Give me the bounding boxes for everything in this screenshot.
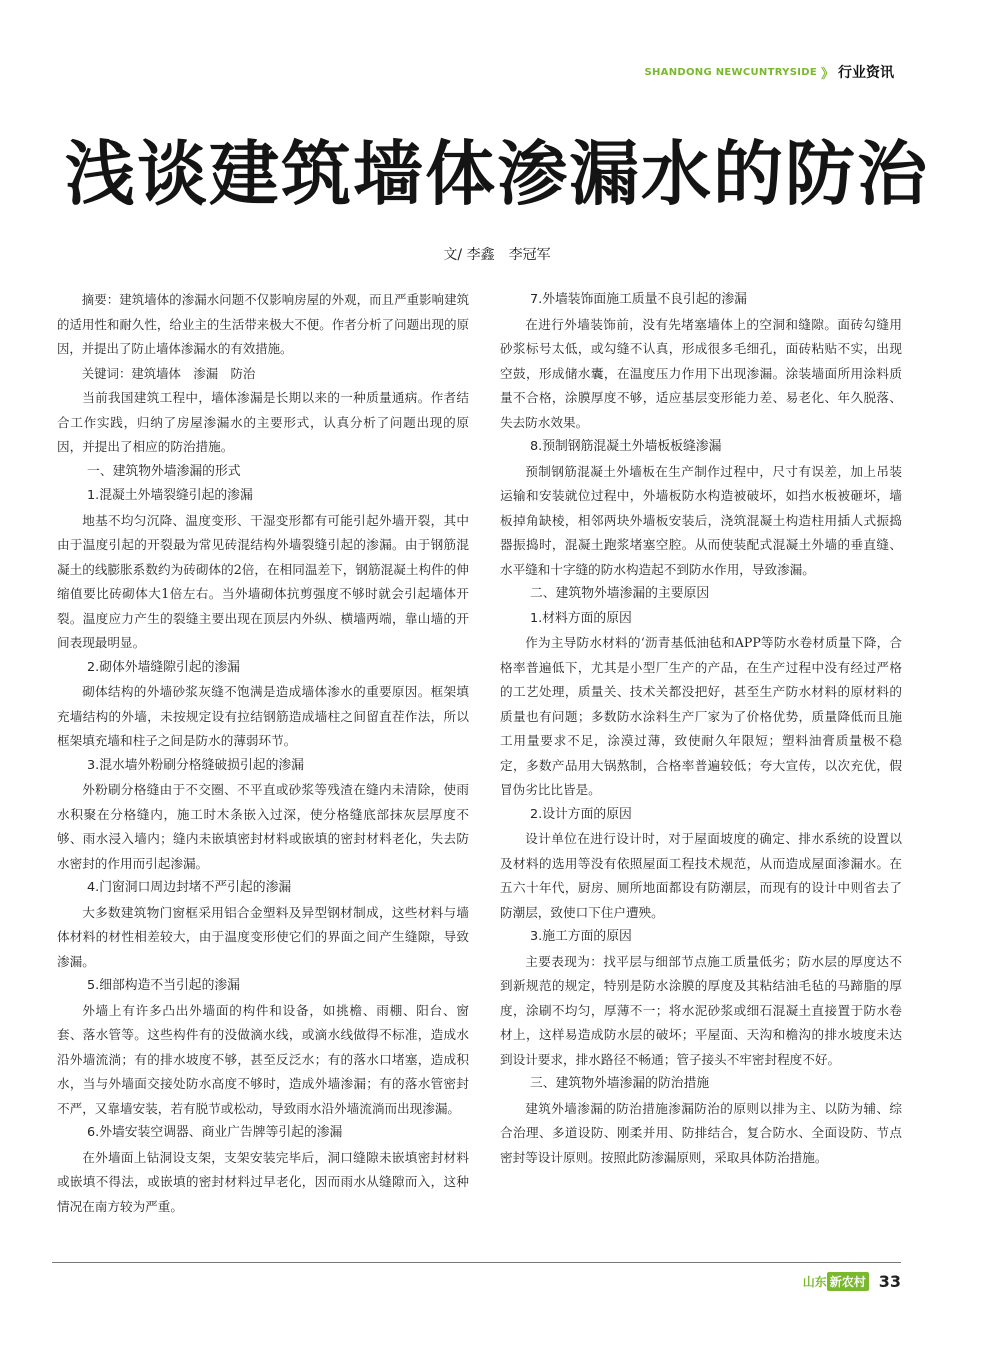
subsection-heading: 6.外墙安装空调器、商业广告牌等引起的渗漏 (87, 1125, 343, 1140)
page-number: 33 (878, 1272, 901, 1291)
section-heading: 三、建筑物外墙渗漏的防治措施 (530, 1076, 710, 1091)
subsection-heading: 4.门窗洞口周边封堵不严引起的渗漏 (87, 880, 292, 895)
section-heading: 一、建筑物外墙渗漏的形式 (87, 463, 241, 479)
author-1: 文/ 李鑫 (443, 247, 495, 263)
body-paragraph: 作为主导防水材料的‘沥青基低油毡和APP等防水卷材质量下降，合格率普遍低下，尤其是小型厂生产的产品，在生产过程中没有经过严格的工艺处理，质量关、技术关都没把好，甚至生产防水材料的原材料的质量也有问题；多数防水涂料生产厂家为了价格优势，质量降低而且施工用量要求不足，涂漠过薄，致使耐久年限短；塑料油膏质量极不稳定，多数产品用大锅熬制，合格率普遍较低；夸大宣传，以次充优，假冒伪劣比比皆是。 (500, 635, 902, 797)
author-2: 李冠军 (508, 247, 551, 263)
subsection-heading: 5.细部构造不当引起的渗漏 (87, 978, 240, 993)
subsection-heading: 2.砌体外墙缝隙引起的渗漏 (87, 659, 240, 675)
subsection-heading: 8.预制钢筋混凝土外墙板板缝渗漏 (530, 439, 722, 454)
section-name: 行业资讯 (838, 65, 894, 81)
article-title: 浅谈建筑墙体渗漏水的防治 (65, 133, 929, 215)
section-header (645, 62, 895, 82)
body-paragraph: 主要表现为：找平层与细部节点施工质量低劣；防水层的厚度达不到新规范的规定，特别是防水涂膜的厚度及其粘结油毛毡的马蹄脂的厚度，涂刷不均匀，厚薄不一；将水泥砂浆或细石混凝土直接置于防水卷材上，这样易造成防水层的破坏；平屋面、天沟和檐沟的排水坡度未达到设计要求，排水路径不畅通；管子接头不牢密封程度不好。 (500, 953, 902, 1067)
body-paragraph: 地基不均匀沉降、温度变形、干湿变形都有可能引起外墙开裂，其中由于温度引起的开裂最为常见砖混结构外墙裂缝引起的渗漏。由于钢筋混凝土的线膨胀系数约为砖砌体的2倍，在相同温差下，钢筋混凝土构件的伸缩值要比砖砌体大1倍左右。当外墙砌体抗剪强度不够时就会引起墙体开裂。温度应力产生的裂缝主要出现在顶层内外纵、横墙两端，靠山墙的开间表现最明显。 (57, 512, 469, 650)
left-column (57, 288, 469, 1219)
body-paragraph: 关键词：建筑墙体 渗漏 防治 (81, 365, 256, 381)
section-heading: 二、建筑物外墙渗漏的主要原因 (530, 586, 710, 601)
magazine-logo (803, 1272, 869, 1291)
body-paragraph: 建筑外墙渗漏的防治措施渗漏防治的原则以排为主、以防为辅、综合治理、多道设防、刚柔并用、防排结合，复合防水、全面设防、节点密封等设计原则。按照此防渗漏原则，采取具体防治措施。 (500, 1100, 902, 1165)
byline (0, 244, 994, 264)
subsection-heading: 1.材料方面的原因 (530, 610, 632, 626)
body-paragraph: 外墙上有许多凸出外墙面的构件和设备，如挑檐、雨棚、阳台、窗套、落水管等。这些构件有的没做滴水线，或滴水线做得不标准，造成水沿外墙流淌；有的排水坡度不够，甚至反泛水；有的落水口堵塞，造成积水，当与外墙面交接处防水高度不够时，造成外墙渗漏；有的落水管密封不严，又靠墙安装，若有脱节或松动，导致雨水沿外墙流淌而出现渗漏。 (57, 1002, 469, 1116)
body-paragraph: 在进行外墙装饰前，没有先堵塞墙体上的空洞和缝隙。面砖勾缝用砂浆标号太低，或勾缝不认真，形成很多毛细孔，面砖粘贴不实，出现空鼓，形成储水囊，在温度压力作用下出现渗漏。涂装墙面所用涂料质量不合格，涂膜厚度不够，适应基层变形能力差、易老化、年久脱落、失去防水效果。 (500, 316, 902, 430)
body-paragraph: 外粉刷分格缝由于不交圈、不平直或砂浆等残渣在缝内未清除，使雨水积聚在分格缝内，施工时木条嵌入过深，使分格缝底部抹灰层厚度不够、雨水浸入墙内；缝内未嵌填密封材料或嵌填的密封材料老化，失去防水密封的作用而引起渗漏。 (57, 782, 469, 871)
double-chevron-icon: 》 (820, 66, 834, 82)
subsection-heading: 1.混凝土外墙裂缝引起的渗漏 (87, 488, 253, 503)
body-paragraph: 设计单位在进行设计时，对于屋面坡度的确定、排水系统的设置以及材料的选用等没有依照屋面工程技术规范，从而造成屋面渗漏水。在五六十年代，厨房、厕所地面都设有防潮层，而现有的设计中则省去了防潮层，致使口下住户遭殃。 (500, 831, 902, 920)
subsection-heading: 7.外墙装饰面施工质量不良引起的渗漏 (530, 292, 747, 307)
subsection-heading: 3.施工方面的原因 (530, 929, 632, 944)
body-paragraph: 在外墙面上钻洞设支架，支架安装完毕后，洞口缝隙未嵌填密封材料或嵌填不得法，或嵌填的密封材料过早老化，因而雨水从缝隙而入，这种情况在南方较为严重。 (57, 1149, 469, 1214)
page-footer (803, 1272, 901, 1291)
footer-divider (52, 1262, 901, 1263)
logo-text-part1: 山东 (802, 1275, 827, 1289)
body-paragraph: 预制钢筋混凝土外墙板在生产制作过程中，尺寸有误差，加上吊装运输和安装就位过程中，外墙板防水构造被破坏，如挡水板被砸坏，墙板掉角缺棱，相邻两块外墙板安装后，浇筑混凝土构造柱用插人式振捣器振捣时，混凝土跑浆堵塞空腔。从而使装配式混凝土外墙的垂直缝、水平缝和十字缝的防水构造起不到防水作用，导致渗漏。 (500, 463, 902, 577)
body-paragraph: 当前我国建筑工程中，墙体渗漏是长期以来的一种质量通病。作者结合工作实践，归纳了房屋渗漏水的主要形式，认真分析了问题出现的原因，并提出了相应的防治措施。 (57, 390, 469, 454)
right-column (500, 288, 902, 1170)
subsection-heading: 2.设计方面的原因 (530, 806, 632, 822)
magazine-english-name: SHANDONG NEWCUNTRYSIDE (644, 66, 817, 78)
logo-text-part2: 新农村 (827, 1272, 869, 1291)
body-paragraph: 摘要：建筑墙体的渗漏水问题不仅影响房屋的外观，而且严重影响建筑的适用性和耐久性，给业主的生活带来极大不便。作者分析了问题出现的原因，并提出了防止墙体渗漏水的有效措施。 (57, 292, 469, 356)
body-paragraph: 砌体结构的外墙砂浆灰缝不饱满是造成墙体渗水的重要原因。框架填充墙结构的外墙，未按规定设有拉结钢筋造成墙柱之间留直茬作法，所以框架填充墙和柱子之间是防水的薄弱环节。 (57, 684, 469, 748)
body-paragraph: 大多数建筑物门窗框采用铝合金塑料及异型钢材制成，这些材料与墙体材料的材性相差较大，由于温度变形使它们的界面之间产生缝隙，导致渗漏。 (57, 904, 469, 969)
subsection-heading: 3.混水墙外粉刷分格缝破损引起的渗漏 (87, 757, 304, 773)
